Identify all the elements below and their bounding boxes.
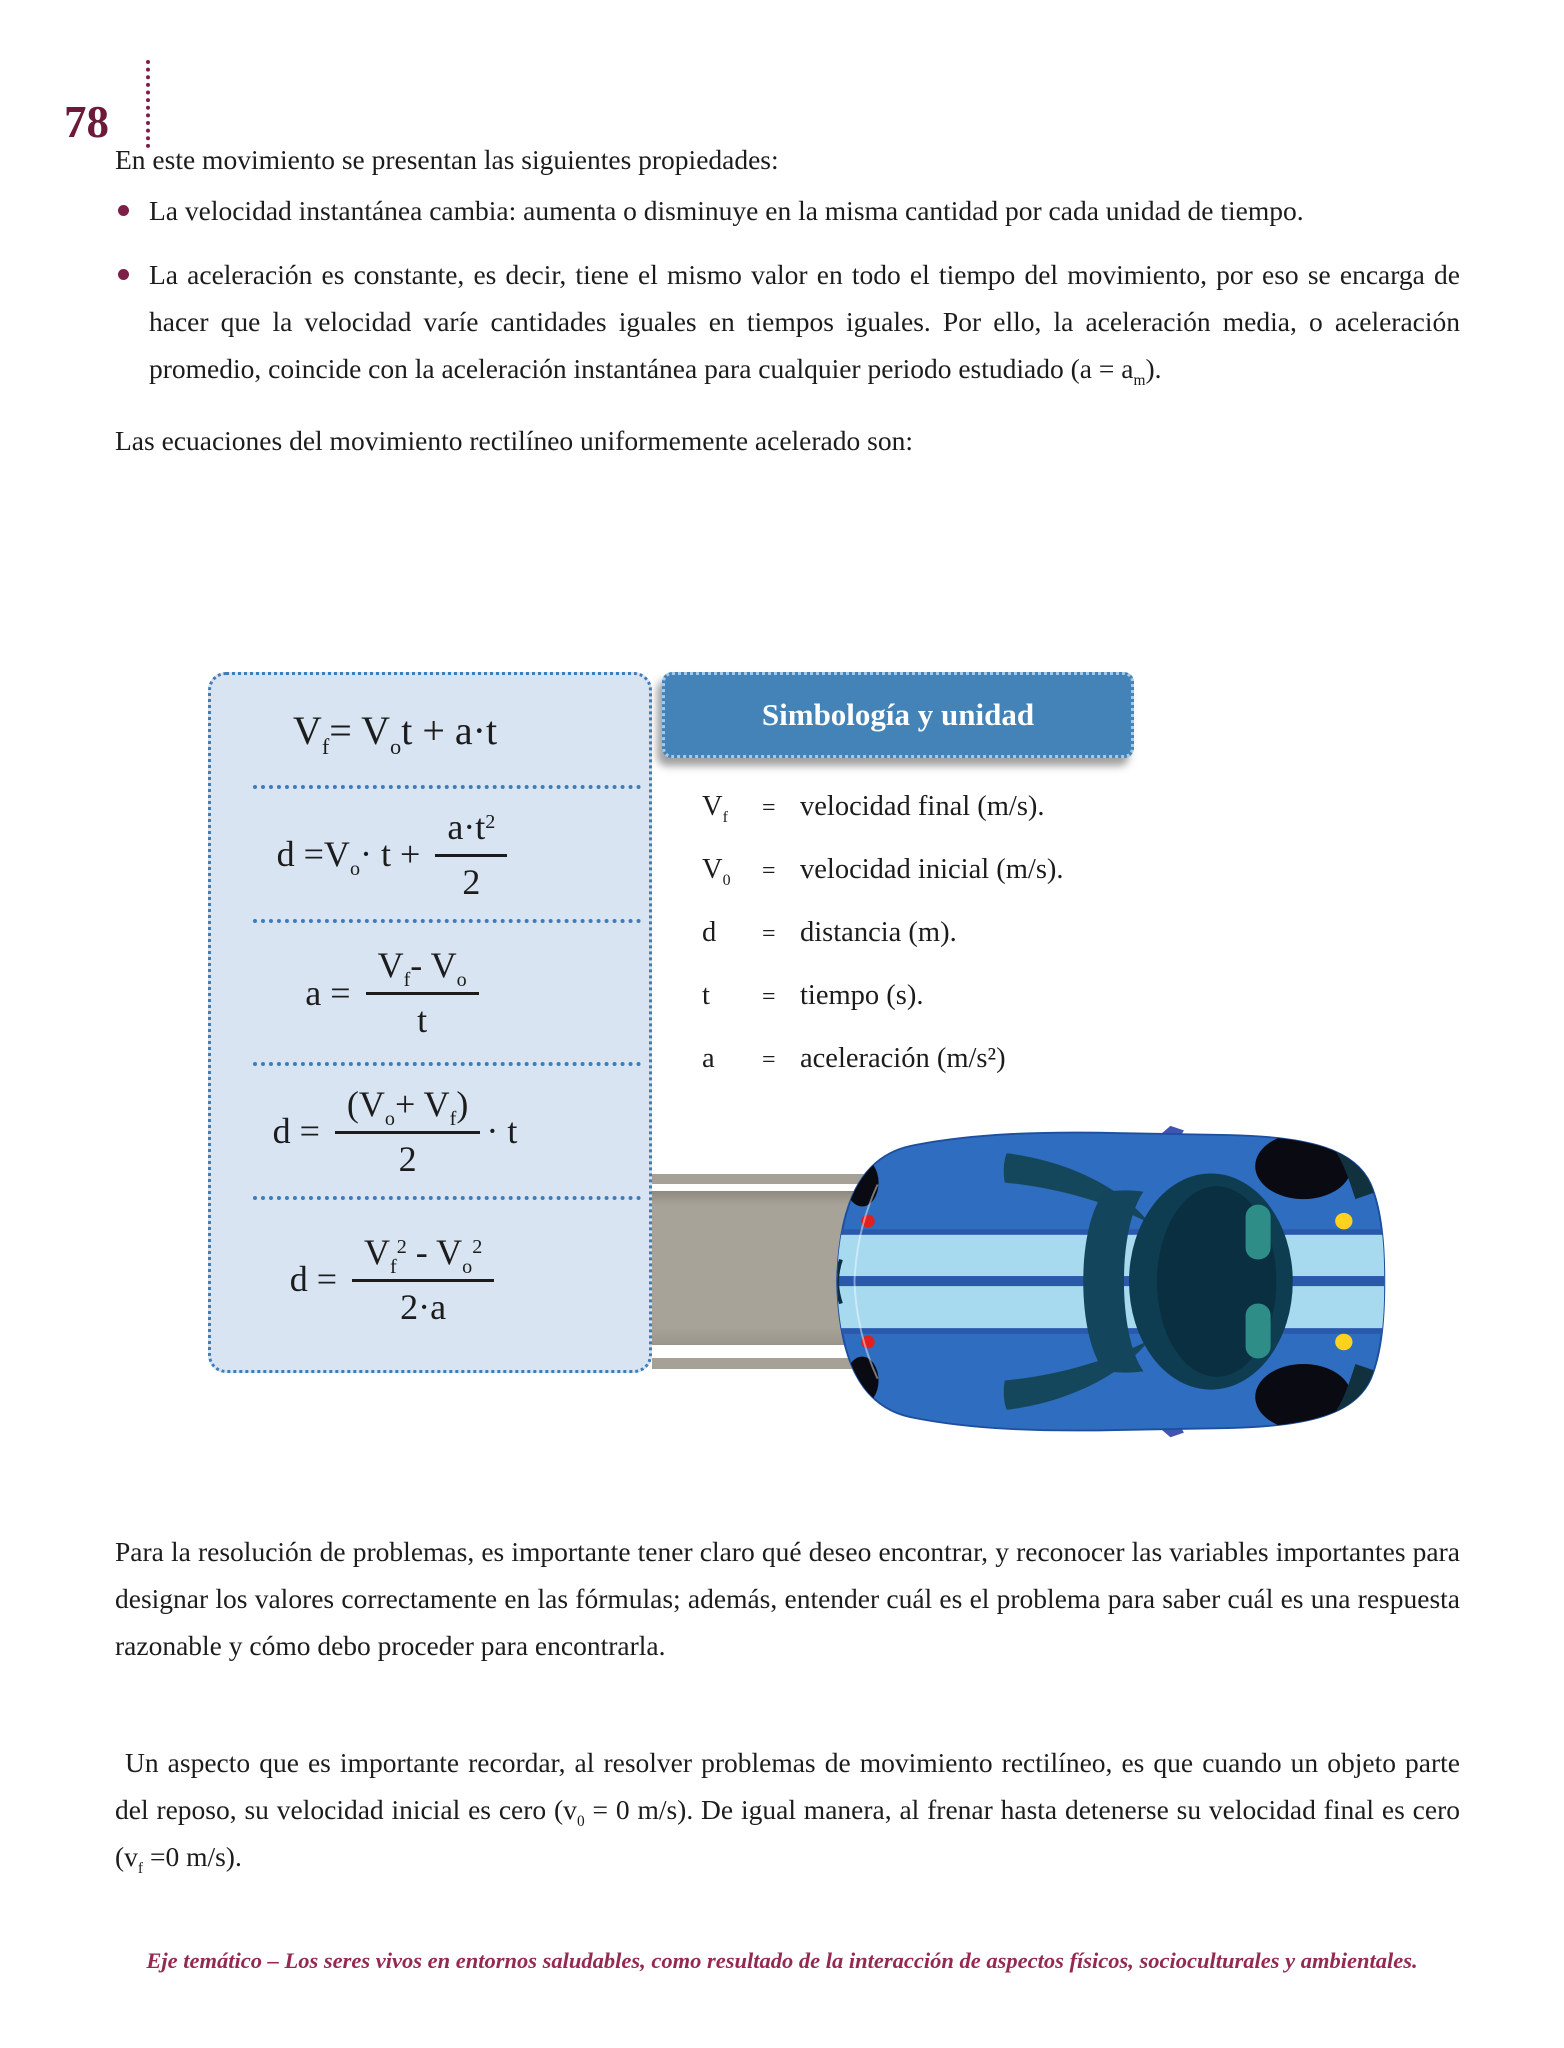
equals-sign: = [762,1047,776,1073]
equation-row [211,1066,649,1196]
equation-text: · t [486,1111,518,1151]
equation-text: $d =V_o\cdot t$ + [276,834,430,881]
bullet-item [115,251,1460,392]
equation-row [211,675,649,785]
wheel-rear-bottom [1255,1364,1351,1430]
bullet-text: La aceleración es constante, es decir, tiene el mismo valor en todo el tiempo del movimiento, por eso se encarga de hacer que la velocidad varíe cantidades iguales en tiempos iguales. Por ello, la aceleración media, o aceleración promedio, coincide con la aceleración instantánea para cualquier periodo estudiado $(a = a_m)$. [149,259,1460,389]
equation-text: d = [289,1259,346,1299]
side-vent-bottom [1246,1304,1271,1359]
symbology-row [702,776,1172,839]
symbology-row [702,965,1172,1028]
fraction: $\frac{a\cdot t^2}{2}$ [435,806,507,903]
symbol: t [702,980,710,1011]
side-vent-top [1246,1205,1271,1260]
footer-text: Eje temático – Los seres vivos en entornos saludables, como resultado de la interacción de aspectos físicos, socioculturales y ambientales. [146,1948,1418,1973]
symbology-title: Simbología y unidad [761,697,1035,732]
car-illustration [814,1124,1392,1440]
symbology-row [702,1028,1172,1091]
wheel-rear-top [1255,1133,1351,1199]
fraction: $\frac{V_f- V_o}{t}$ [366,944,479,1041]
equals-sign: = [762,984,776,1010]
equals-sign: = [762,858,776,884]
sports-car-top-view [814,1124,1392,1440]
bullet-list [115,187,1460,409]
equation-text: d = [272,1111,329,1151]
symbol: d [702,917,717,948]
equations-list [211,675,649,1358]
equation-text: a = [305,972,360,1013]
bullet-dot [118,269,129,280]
page-number: 78 [64,97,109,147]
symbology-row [702,839,1172,902]
definition: aceleración (m/s²) [800,1043,1006,1074]
bullet-text: La velocidad instantánea cambia: aumenta o disminuye en la misma cantidad por cada unidad de tiempo. [149,195,1304,226]
rear-light-bottom [1335,1334,1352,1350]
definition: distancia (m). [800,917,957,948]
equals-sign: = [762,921,776,947]
definition: velocidad inicial (m/s). [800,854,1064,885]
bullet-dot [118,205,129,216]
page-number-divider [146,60,150,148]
equations-intro: Las ecuaciones del movimiento rectilíneo uniformemente acelerado son: [115,425,913,456]
equation-row [211,789,649,919]
symbol: $V_0$ [702,854,731,890]
paragraph-problem-solving: Para la resolución de problemas, es importante tener claro qué deseo encontrar, y reconocer las variables importantes para designar los valores correctamente en las fórmulas; además, entender cuál es el problema para saber cuál es una respuesta razonable y cómo debo proceder para encontrarla. [115,1536,1460,1661]
intro-paragraph: En este movimiento se presentan las siguientes propiedades: [115,144,779,175]
symbology-header [662,672,1134,758]
symbology-list [702,776,1172,1091]
symbol: a [702,1043,715,1074]
equation-row [211,923,649,1062]
symbol: $V_f$ [702,791,728,827]
paragraph-rest-note: Un aspecto que es importante recordar, al resolver problemas de movimiento rectilíneo, es que cuando un objeto parte del reposo, su velocidad inicial es cero ($v_0 = 0$ m/s). De igual manera, al frenar hasta detenerse su velocidad final es cero ($v_f =0$ m/s). [115,1747,1460,1877]
formula-box [208,672,652,1373]
rear-light-top [1335,1213,1352,1229]
equals-sign: = [762,795,776,821]
equation-row [211,1200,649,1358]
symbology-row [702,902,1172,965]
fraction: $\frac{(V_o+ V_f)}{2}$ [335,1083,480,1180]
fraction: $\frac{V_f^2 - V_o^2}{2\cdot a}$ [352,1231,494,1328]
bullet-item [115,187,1460,234]
definition: tiempo (s). [800,980,924,1011]
equation-text: $V_f= V_ot + a\cdot t$ [292,707,498,759]
definition: velocidad final (m/s). [800,791,1045,822]
